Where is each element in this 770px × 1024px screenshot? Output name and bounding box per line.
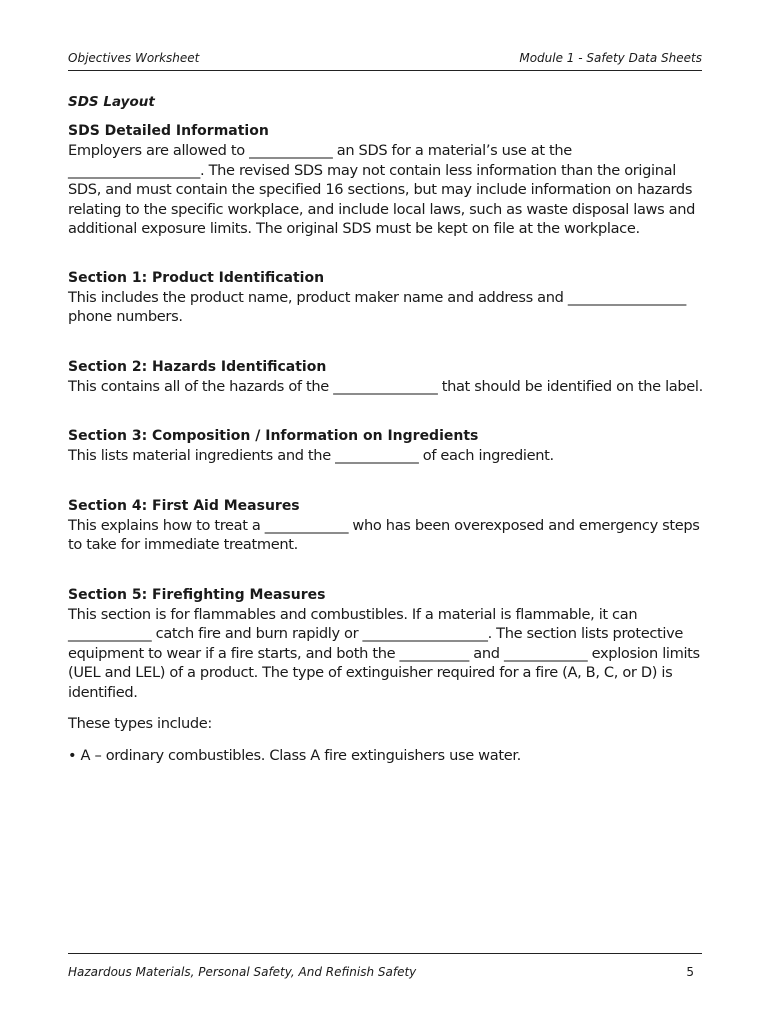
page-header [68, 50, 702, 71]
main-content [68, 93, 708, 765]
section-body: This lists material ingredients and the ____________ of each ingredient. [68, 447, 554, 464]
header-module-label: Module 1 - Safety Data Sheets [519, 51, 702, 65]
section-body: This section is for flammables and combustibles. If a material is flammable, it can ____________ catch fire and burn rapidly or __________________. The section lists protective equipment to wear if a fire starts, and both the __________ and ____________ explosion limits (UEL and LEL) of a product. The type of extinguisher required for a fire (A, B, C, or D) is identified. [68, 605, 700, 701]
section-body: This contains all of the hazards of the _______________ that should be identified on the label. [68, 377, 703, 395]
footer-page-number: 5 [686, 965, 694, 979]
section-firefighting-measures [68, 585, 708, 703]
section-sds-detailed-information [68, 121, 708, 239]
bullet-item-class-a: • A – ordinary combustibles. Class A fire extinguishers use water. [68, 746, 521, 764]
section-title: Section 2: Hazards Identification [68, 358, 327, 375]
section-title: SDS Detailed Information [68, 123, 269, 139]
section-title: Section 4: First Aid Measures [68, 497, 300, 514]
section-first-aid-measures [68, 496, 708, 555]
layout-title: SDS Layout [68, 94, 155, 110]
section-title: Section 5: Firefighting Measures [68, 586, 326, 603]
section-hazards-identification [68, 357, 708, 397]
page-footer [68, 953, 702, 984]
section-body: This explains how to treat a ____________ who has been overexposed and emergency steps to take for immediate treatment. [68, 516, 700, 553]
section-body: This includes the product name, product maker name and address and _________________ phone numbers. [68, 288, 686, 325]
section-composition-ingredients [68, 426, 708, 466]
footer-book-title: Hazardous Materials, Personal Safety, And Refinish Safety [68, 965, 417, 979]
section-product-identification [68, 268, 708, 327]
section-title: Section 3: Composition / Information on Ingredients [68, 428, 479, 444]
header-worksheet-label: Objectives Worksheet [68, 51, 200, 65]
types-intro: These types include: [68, 715, 212, 732]
section-body: Employers are allowed to ____________ an SDS for a material’s use at the ___________________. The revised SDS may not contain less information than the original SDS, and must contain the specified 16 sections, but may include information on hazards relating to the specific workplace, and include local laws, such as waste disposal laws and additional exposure limits. The original SDS must be kept on file at the workplace. [68, 142, 696, 237]
section-title: Section 1: Product Identification [68, 269, 325, 286]
